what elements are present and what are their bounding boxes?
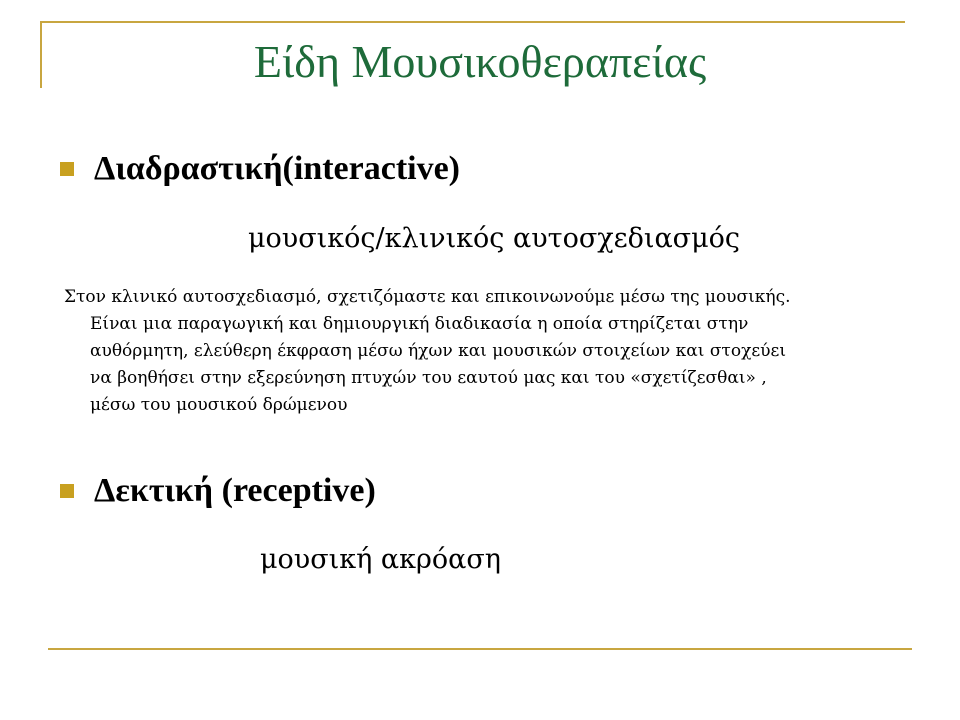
bullet-item-interactive: [60, 148, 460, 190]
top-divider: [40, 21, 905, 23]
bullet-heading: Διαδραστική(interactive): [94, 150, 460, 187]
bottom-divider: [48, 648, 912, 650]
paragraph-line: να βοηθήσει στην εξερεύνηση πτυχών του εαυτού μας και του «σχετίζεσθαι» ,: [90, 368, 767, 388]
paragraph-line: Στον κλινικό αυτοσχεδιασμό, σχετιζόμαστε και επικοινωνούμε μέσω της μουσικής.: [64, 287, 791, 307]
bullet-heading: Δεκτική (receptive): [94, 472, 376, 509]
bullet-item-receptive: [60, 470, 376, 512]
bullet-square-icon: [60, 162, 74, 176]
bullet-subtitle: μουσικός/κλινικός αυτοσχεδιασμός: [248, 223, 741, 254]
bullet-subtitle: μουσική ακρόαση: [260, 544, 501, 575]
bullet-square-icon: [60, 484, 74, 498]
paragraph-line: Είναι μια παραγωγική και δημιουργική διαδικασία η οποία στηρίζεται στην: [90, 314, 749, 334]
paragraph-line: αυθόρμητη, ελεύθερη έκφραση μέσω ήχων και μουσικών στοιχείων και στοχεύει: [90, 341, 786, 361]
paragraph-line: μέσω του μουσικού δρώμενου: [90, 395, 348, 415]
description-paragraph: [64, 284, 924, 419]
slide-title: Είδη Μουσικοθεραπείας: [253, 36, 707, 87]
